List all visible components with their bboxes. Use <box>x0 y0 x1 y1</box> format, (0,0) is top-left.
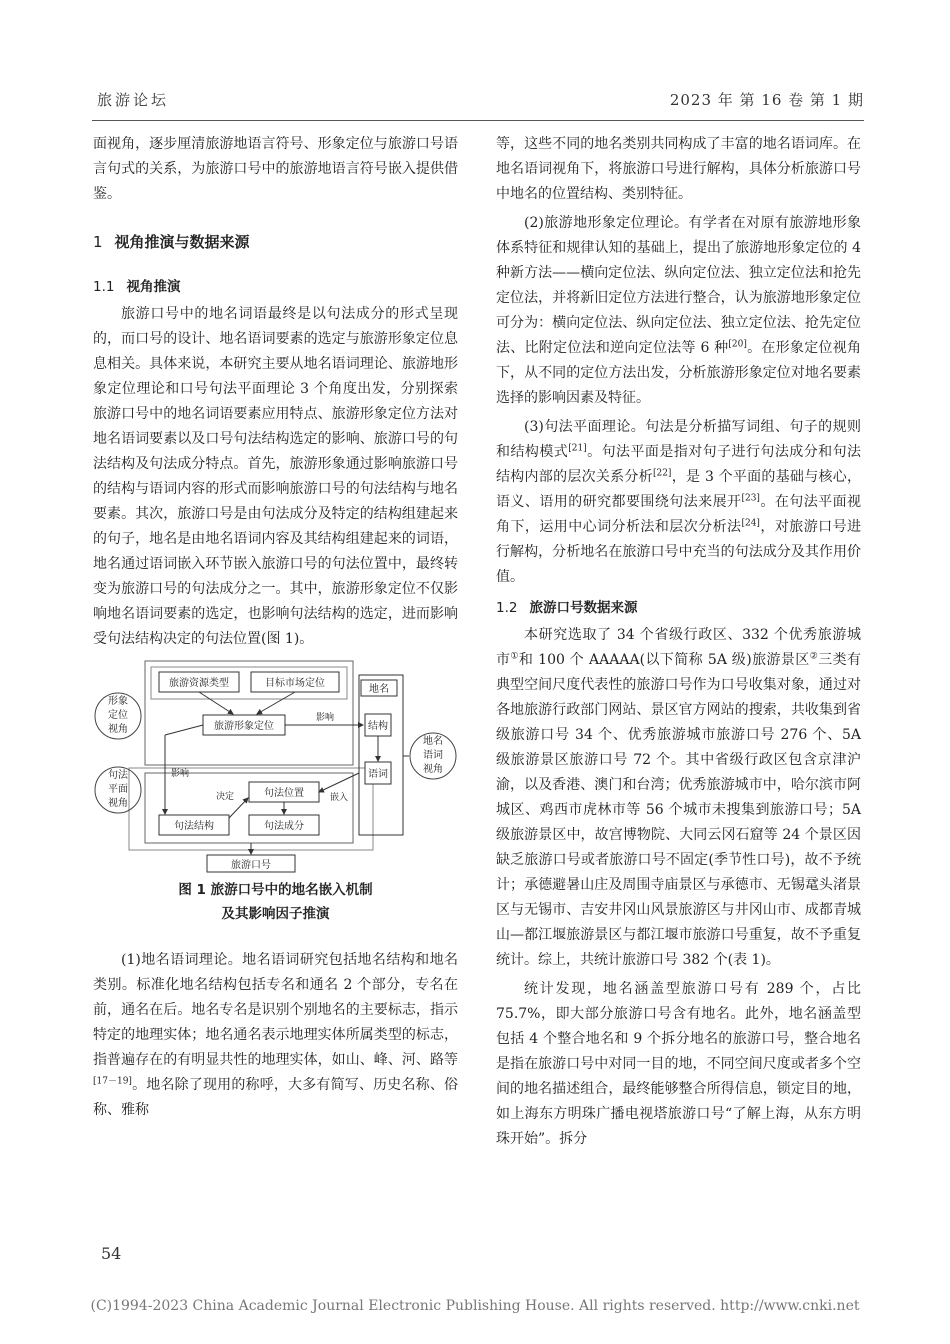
place-word-theory-paragraph <box>93 948 458 1123</box>
figure-1-caption <box>93 878 458 926</box>
target-market-box: 目标市场定位 <box>265 678 325 689</box>
section-1-2-title: 旅游口号数据来源 <box>529 600 638 616</box>
embed-label: 嵌入 <box>329 793 349 803</box>
section-1-heading <box>93 230 458 255</box>
header-divider <box>92 120 864 121</box>
left-bottom-circle-line3: 视角 <box>108 798 128 809</box>
caption-line-1: 图 1 旅游口号中的地名嵌入机制 <box>178 882 373 898</box>
left-column <box>93 132 458 1123</box>
section-1-1-heading <box>93 275 458 300</box>
p4-text-e: ，对旅游口号进行解构，分析地名在旅游口号中充当的句法成分及其作用价值。 <box>496 519 862 585</box>
data-source-paragraph <box>496 623 861 973</box>
syntax-plane-theory-paragraph <box>496 415 861 590</box>
p4-text-b: 。句法平面是指对句子进行句法成分和句法结构内部的层次关系分析 <box>496 444 862 485</box>
ref-20: [20] <box>728 339 747 350</box>
structure-box: 结构 <box>368 721 388 732</box>
ref-24: [24] <box>741 518 760 529</box>
section-1-1-number: 1.1 <box>93 279 115 295</box>
right-circle-line3: 视角 <box>423 764 443 775</box>
syntax-structure-box: 句法结构 <box>174 821 214 832</box>
left-bottom-circle-line2: 平面 <box>108 784 128 795</box>
p3-text-a: (2)旅游地形象定位理论。有学者在对原有旅游地形象体系特征和规律认知的基础上，提出了旅游地形象定位的 4 种新方法——横向定位法、纵向定位法、独立定位法和抢先定位法，并将新旧定位方法进行整合，认为旅游地形象定位可分为：横向定位法、纵向定位法、独立定位法、抢先定位法、比附定位法和逆向定位法等 6 种 <box>496 215 861 356</box>
section-1-1-title: 视角推演 <box>126 279 181 295</box>
p2-text-a: (1)地名语词理论。地名语词研究包括地名结构和地名类别。标准化地名结构包括专名和通名 2 个部分，专名在前，通名在后。地名专名是识别个别地名的主要标志，指示特定的地理实体；地名通名表示地理实体所属类型的标志，指普遍存在的有明显共性的地理实体，如山、峰、河、路等 <box>93 952 458 1068</box>
syntax-component-box: 句法成分 <box>264 821 304 832</box>
issue-info: 2023 年 第 16 卷 第 1 期 <box>669 91 864 109</box>
image-positioning-theory-paragraph <box>496 211 861 411</box>
figure-1-diagram <box>93 658 458 876</box>
left-top-circle-line1: 形象 <box>108 696 128 707</box>
p4-text-d: 。在句法平面视角下，运用中心词分析法和层次分析法 <box>496 494 862 535</box>
p5-text-a: 本研究选取了 34 个省级行政区、332 个优秀旅游城市 <box>496 627 861 668</box>
journal-name: 旅游论坛 <box>97 91 170 109</box>
influence-label-1: 影响 <box>315 713 335 723</box>
left-bottom-circle-line1: 句法 <box>108 770 128 781</box>
section-1-2-number: 1.2 <box>496 600 518 616</box>
statistics-paragraph: 统计发现，地名涵盖型旅游口号有 289 个，占比 75.7%，即大部分旅游口号含有地名。此外，地名涵盖型包括 4 个整合地名和 9 个拆分地名的旅游口号，整合地名是指在旅游口号中对同一目的地，不同空间尺度或者多个空间的地名描述组合，最终能够整合所得信息，锁定目的地，如上海东方明珠广播电视塔旅游口号“了解上海，从东方明珠开始”。拆分 <box>496 981 861 1147</box>
continued-paragraph: 等，这些不同的地名类别共同构成了丰富的地名语词库。在地名语词视角下，将旅游口号进行解构，具体分析旅游口号中地名的位置结构、类别特征。 <box>496 136 861 202</box>
ref-21: [21] <box>568 443 587 454</box>
resource-type-box: 旅游资源类型 <box>169 678 229 689</box>
word-box: 语词 <box>368 769 388 780</box>
footnote-2: ② <box>809 651 819 662</box>
ref-23: [23] <box>741 493 760 504</box>
caption-line-2: 及其影响因子推演 <box>221 906 330 922</box>
left-top-circle-line2: 定位 <box>108 710 128 721</box>
place-name-box: 地名 <box>369 684 389 695</box>
intro-paragraph: 面视角，逐步厘清旅游地语言符号、形象定位与旅游口号语言句式的关系，为旅游口号中的旅游地语言符号嵌入提供借鉴。 <box>93 136 458 202</box>
influence-label-2: 影响 <box>171 769 190 779</box>
section-1-number: 1 <box>93 233 103 251</box>
right-column <box>496 132 861 1152</box>
image-positioning-box: 旅游形象定位 <box>214 721 274 732</box>
right-circle-line2: 语词 <box>423 750 443 761</box>
ref-17-19: [17－19] <box>93 1076 132 1087</box>
syntax-position-box: 句法位置 <box>264 788 304 799</box>
right-circle-line1: 地名 <box>423 736 443 747</box>
p4-text-c: ，是 3 个平面的基础与核心，语义、语用的研究都要围绕句法来展开 <box>496 469 861 510</box>
slogan-box: 旅游口号 <box>231 860 271 871</box>
footnote-1: ① <box>510 651 519 662</box>
p5-text-b: 和 100 个 AAAAA(以下简称 5A 级)旅游景区 <box>518 652 810 668</box>
left-top-circle-line3: 视角 <box>108 724 128 735</box>
decide-label: 决定 <box>215 792 235 802</box>
p3-text-b: 。在形象定位视角下，从不同的定位方法出发，分析旅游形象定位对地名要素选择的影响因素及特征。 <box>496 340 862 406</box>
section-1-title: 视角推演与数据来源 <box>114 233 250 251</box>
page-number: 54 <box>101 1244 122 1263</box>
p4-text-a: (3)句法平面理论。句法是分析描写词组、句子的规则和结构模式 <box>496 419 861 460</box>
perspective-paragraph: 旅游口号中的地名词语最终是以句法成分的形式呈现的，而口号的设计、地名语词要素的选定与旅游形象定位息息相关。具体来说，本研究主要从地名语词理论、旅游地形象定位理论和口号句法平面理论 3 个角度出发，分别探索旅游口号中的地名词语要素应用特点、旅游形象定位方法对地名语词要素以及口号句法结构选定的影响、旅游口号的句法结构及句法成分特点。首先，旅游形象通过影响旅游口号的结构与语词内容的形式而影响旅游口号的句法结构与地名要素。其次，旅游口号是由句法成分及特定的结构组建起来的句子，地名是由地名语词内容及其结构组建起来的词语，地名通过语词嵌入环节嵌入旅游口号的句法位置中，最终转变为旅游口号的句法成分之一。其中，旅游形象定位不仅影响地名语词要素的选定，也影响句法结构的选定，进而影响受句法结构决定的句法位置(图 1)。 <box>93 306 458 647</box>
p2-text-b: 。地名除了现用的称呼，大多有简写、历史名称、俗称、雅称 <box>93 1077 458 1118</box>
p5-text-c: 三类有典型空间尺度代表性的旅游口号作为口号收集对象，通过对各地旅游行政部门网站、景区官方网站的搜索，共收集到省级旅游口号 34 个、优秀旅游城市旅游口号 276 个、5A 级旅游景区旅游口号 72 个。其中省级行政区包含京津沪渝，以及香港、澳门和台湾；优秀旅游城市中，哈尔滨市阿城区、鸡西市虎林市等 56 个城市未搜集到旅游口号；5A 级旅游景区中，故宫博物院、大同云冈石窟等 24 个景区因缺乏旅游口号或者旅游口号不固定(季节性口号)，故不予统计；承德避暑山庄及周围寺庙景区与承德市、无锡鼋头渚景区与无锡市、吉安井冈山风景旅游区与井冈山市、成都青城山—都江堰旅游景区与都江堰市旅游口号重复，故不予重复统计。综上，共统计旅游口号 382 个(表 1)。 <box>496 652 862 968</box>
copyright-footer: (C)1994-2023 China Academic Journal Electronic Publishing House. All rights reserved. http://www.cnki.net <box>90 1298 860 1314</box>
section-1-2-heading <box>496 596 861 621</box>
ref-22: [22] <box>652 468 672 479</box>
